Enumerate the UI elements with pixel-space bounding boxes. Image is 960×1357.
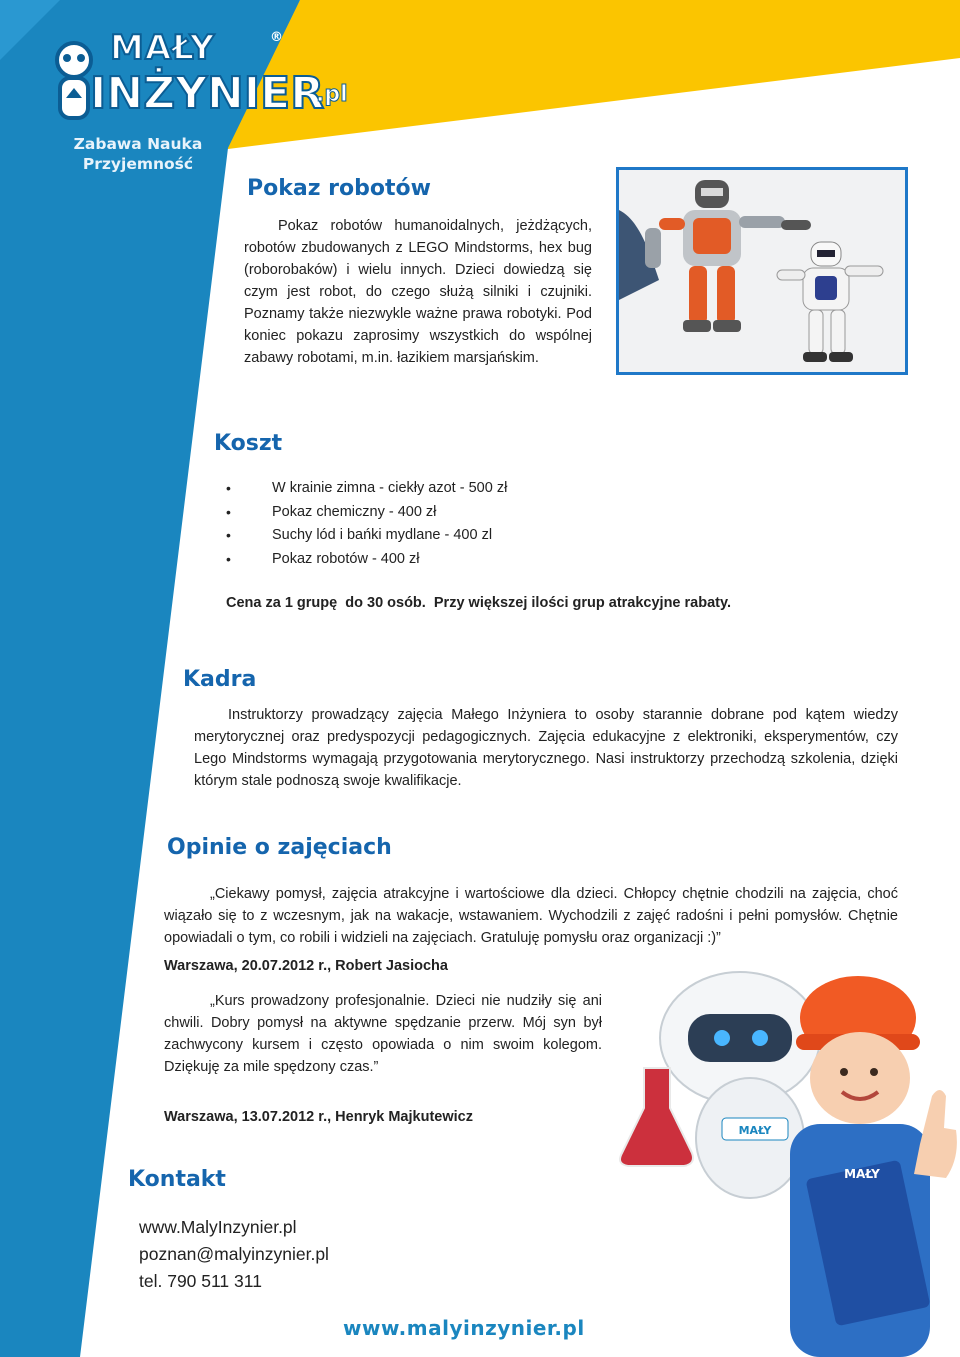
logo[interactable] [40, 28, 360, 128]
logo-reg: ® [270, 30, 283, 45]
opinion-2-author: Warszawa, 13.07.2012 r., Henryk Majkutewicz [164, 1109, 473, 1125]
robots-photo [616, 167, 908, 375]
cost-note: Cena za 1 grupę do 30 osób. Przy większej ilości grup atrakcyjne rabaty. [226, 595, 731, 611]
contact-email-link[interactable]: poznan@malyinzynier.pl [139, 1244, 329, 1264]
list-item: • Suchy lód i bańki mydlane - 400 zl [226, 524, 646, 548]
contact-phone: tel. 790 511 311 [139, 1271, 262, 1291]
tagline-line2: Przyjemność [82, 155, 194, 173]
opinions-heading: Opinie o zajęciach [167, 835, 392, 860]
list-item: • Pokaz chemiczny - 400 zł [226, 501, 646, 525]
opinion-1-author: Warszawa, 20.07.2012 r., Robert Jasiocha [164, 958, 448, 974]
child-face [810, 1032, 910, 1124]
list-item: • Pokaz robotów - 400 zł [226, 548, 646, 572]
opinion-2-text: „Kurs prowadzony profesjonalnie. Dzieci nie nudziły się ani chwili. Dobry pomysł na aktywne spędzanie przerw. Mój syn był zachwycony kursem i często opowiada o nim swoim kolegom. Dziękuję za mile spędzony czas.” [164, 993, 602, 1075]
cost-heading: Koszt [214, 431, 283, 456]
logo-line1: MAŁY [110, 28, 216, 68]
robots-heading: Pokaz robotów [247, 176, 431, 201]
tagline [58, 134, 218, 174]
shirt-logo: MAŁY [844, 1167, 880, 1181]
contact-website-link[interactable]: www.MalyInzynier.pl [139, 1217, 297, 1237]
tagline-line1: Zabawa Nauka [73, 135, 203, 153]
staff-text: Instruktorzy prowadzący zajęcia Małego Inżyniera to osoby starannie dobrane pod kątem wiedzy merytorycznej oraz predyspozycji pedagogicznych. Zajęcia edukacyjne z elektroniki, eksperymentów, czy Lego Mindstorms wymagają przygotowania merytorycznego. Nasi instruktorzy przechodzą szkolenia, dzięki którym stale podnoszą swoje kwalifikacje. [194, 707, 898, 789]
footer-url[interactable]: www.malyinzynier.pl [343, 1316, 585, 1340]
contact-heading: Kontakt [128, 1167, 226, 1192]
contact-block [139, 1214, 329, 1295]
robot-badge-logo: MAŁY [738, 1124, 772, 1137]
child-robot-illustration [610, 968, 960, 1357]
cost-list [226, 477, 646, 571]
opinion-1-text: „Ciekawy pomysł, zajęcia atrakcyjne i wartościowe dla dzieci. Chłopcy chętnie chodzili na zajęcia, choć wiązało się to z wczesnym, jak na wakacje, wstawaniem. Wychodzili z zajęć radośni i pełni pomysłów. Chętnie opowiadali o tym, co robili i widzieli na zajęciach. Gratuluję pomysłu oraz organizacji :)” [164, 886, 898, 946]
logo-tld: .pl [316, 82, 348, 107]
staff-heading: Kadra [183, 667, 257, 692]
list-item: • W krainie zimna - ciekły azot - 500 zł [226, 477, 646, 501]
robots-image-icon [619, 170, 905, 372]
robots-text: Pokaz robotów humanoidalnych, jeżdżących, robotów zbudowanych z LEGO Mindstorms, hex bug (roborobaków) i wielu innych. Dzieci dowiedzą się czym jest robot, do czego służą silniki i czujniki. Poznamy także niezwykle ważne prawa robotyki. Pod koniec pokazu zaprosimy wszystkich do wspólnej zabawy robotami, m.in. łazikiem marsjańskim. [244, 218, 592, 366]
logo-line2: INŻYNIER [90, 68, 325, 119]
